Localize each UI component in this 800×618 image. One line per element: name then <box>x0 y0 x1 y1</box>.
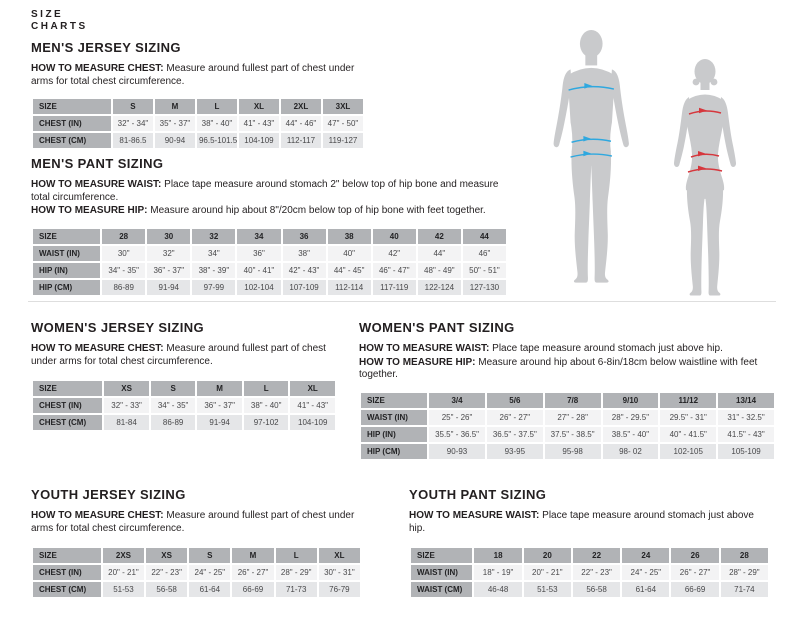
data-cell: 38" - 40" <box>244 398 289 413</box>
measure-label: HOW TO MEASURE WAIST: <box>409 510 540 521</box>
column-header-cell: S <box>113 99 153 114</box>
measure-line: HOW TO MEASURE HIP: Measure around hip about 8"/20cm below top of hip bone with feet together. <box>31 205 486 216</box>
data-cell: 35" - 37" <box>155 116 195 131</box>
row-label-cell: CHEST (IN) <box>33 116 111 131</box>
measure-label: HOW TO MEASURE CHEST: <box>31 343 164 354</box>
womens-jersey-table <box>31 379 337 432</box>
mens-jersey-section <box>31 40 365 150</box>
column-header-cell: 36 <box>283 229 326 244</box>
data-cell: 97-99 <box>192 280 235 295</box>
data-cell: 71-74 <box>721 582 768 597</box>
size-header-cell: SIZE <box>361 393 427 408</box>
data-cell: 61-64 <box>622 582 669 597</box>
data-cell: 40" <box>328 246 371 261</box>
data-cell: 91-94 <box>147 280 190 295</box>
table-row <box>33 415 335 430</box>
data-cell: 34" - 35" <box>151 398 196 413</box>
data-cell: 51-53 <box>524 582 571 597</box>
header-row <box>33 229 506 244</box>
data-cell: 18" - 19" <box>474 565 521 580</box>
header-row <box>33 548 360 563</box>
row-label-cell: CHEST (CM) <box>33 582 101 597</box>
column-header-cell: 2XS <box>103 548 144 563</box>
measure-instructions <box>31 343 337 370</box>
data-cell: 51-53 <box>103 582 144 597</box>
data-cell: 61-64 <box>189 582 230 597</box>
table-row <box>361 410 774 425</box>
data-cell: 37.5" - 38.5" <box>545 427 601 442</box>
data-cell: 41" - 43" <box>239 116 279 131</box>
data-cell: 117-119 <box>373 280 416 295</box>
measure-line: HOW TO MEASURE WAIST: Place tape measure around stomach just above hip. <box>359 343 723 354</box>
data-cell: 20" - 21" <box>524 565 571 580</box>
measure-instructions <box>31 63 365 88</box>
measure-label: HOW TO MEASURE CHEST: <box>31 510 164 521</box>
row-label-cell: CHEST (CM) <box>33 415 102 430</box>
section-divider <box>28 301 776 302</box>
table-row <box>33 582 360 597</box>
data-cell: 32" - 33" <box>104 398 149 413</box>
data-cell: 66-69 <box>671 582 718 597</box>
row-label-cell: WAIST (IN) <box>411 565 472 580</box>
data-cell: 22" - 23" <box>146 565 187 580</box>
data-cell: 22" - 23" <box>573 565 620 580</box>
data-cell: 95-98 <box>545 444 601 459</box>
data-cell: 40" - 41" <box>237 263 280 278</box>
data-cell: 44" - 45" <box>328 263 371 278</box>
column-header-cell: S <box>151 381 196 396</box>
table-row <box>361 427 774 442</box>
measure-label: HOW TO MEASURE CHEST: <box>31 63 164 74</box>
data-cell: 44" - 46" <box>281 116 321 131</box>
column-header-cell: 2XL <box>281 99 321 114</box>
brand-line2: CHARTS <box>31 21 88 32</box>
data-cell: 104-109 <box>239 133 279 148</box>
column-header-cell: 28 <box>102 229 145 244</box>
female-silhouette-icon <box>674 59 736 296</box>
data-cell: 30" - 31" <box>319 565 360 580</box>
column-header-cell: 28 <box>721 548 768 563</box>
data-cell: 38" <box>283 246 326 261</box>
measure-line: HOW TO MEASURE CHEST: Measure around fullest part of chest under arms for total chest circumference. <box>31 63 355 87</box>
data-cell: 40" - 41.5" <box>660 427 716 442</box>
measurement-figures <box>528 26 778 298</box>
table-row <box>33 116 363 131</box>
column-header-cell: L <box>276 548 317 563</box>
section-title-womens-pant: WOMEN'S PANT SIZING <box>359 320 515 335</box>
measure-instructions <box>31 510 362 537</box>
column-header-cell: M <box>155 99 195 114</box>
data-cell: 42" - 43" <box>283 263 326 278</box>
size-header-cell: SIZE <box>411 548 472 563</box>
brand-logo <box>31 9 88 33</box>
header-row <box>361 393 774 408</box>
column-header-cell: 5/6 <box>487 393 543 408</box>
measure-instructions <box>31 179 508 218</box>
data-cell: 66-69 <box>232 582 273 597</box>
measure-instructions <box>359 343 776 382</box>
measure-line: HOW TO MEASURE CHEST: Measure around fullest part of chest under arms for total chest circumference. <box>31 510 355 534</box>
mens-pant-table <box>31 227 508 297</box>
column-header-cell: M <box>197 381 242 396</box>
row-label-cell: WAIST (CM) <box>411 582 472 597</box>
data-cell: 96.5-101.5 <box>197 133 237 148</box>
data-cell: 81-86.5 <box>113 133 153 148</box>
data-cell: 90-93 <box>429 444 485 459</box>
row-label-cell: HIP (CM) <box>361 444 427 459</box>
womens-pant-section <box>359 320 776 461</box>
data-cell: 112-117 <box>281 133 321 148</box>
data-cell: 71-73 <box>276 582 317 597</box>
data-cell: 46" - 47" <box>373 263 416 278</box>
data-cell: 28" - 29" <box>721 565 768 580</box>
row-label-cell: HIP (CM) <box>33 280 100 295</box>
column-header-cell: 44 <box>463 229 506 244</box>
column-header-cell: 32 <box>192 229 235 244</box>
data-cell: 36" - 37" <box>147 263 190 278</box>
youth-jersey-table <box>31 546 362 599</box>
data-cell: 41.5" - 43" <box>718 427 774 442</box>
mens-pant-section <box>31 156 508 297</box>
womens-pant-table <box>359 391 776 461</box>
size-header-cell: SIZE <box>33 381 102 396</box>
data-cell: 28" - 29.5" <box>603 410 659 425</box>
data-cell: 56-58 <box>573 582 620 597</box>
data-cell: 38" - 39" <box>192 263 235 278</box>
table-row <box>33 246 506 261</box>
column-header-cell: S <box>189 548 230 563</box>
column-header-cell: M <box>232 548 273 563</box>
row-label-cell: CHEST (CM) <box>33 133 111 148</box>
table-row <box>361 444 774 459</box>
table-row <box>33 263 506 278</box>
mens-jersey-table <box>31 97 365 150</box>
data-cell: 47" - 50" <box>323 116 363 131</box>
row-label-cell: WAIST (IN) <box>361 410 427 425</box>
row-label-cell: CHEST (IN) <box>33 398 102 413</box>
data-cell: 31" - 32.5" <box>718 410 774 425</box>
data-cell: 48" - 49" <box>418 263 461 278</box>
column-header-cell: 26 <box>671 548 718 563</box>
data-cell: 24" - 25" <box>189 565 230 580</box>
data-cell: 36" <box>237 246 280 261</box>
section-title-mens-pant: MEN'S PANT SIZING <box>31 156 164 171</box>
section-title-mens-jersey: MEN'S JERSEY SIZING <box>31 40 181 55</box>
column-header-cell: 18 <box>474 548 521 563</box>
column-header-cell: 34 <box>237 229 280 244</box>
data-cell: 26" - 27" <box>487 410 543 425</box>
column-header-cell: 7/8 <box>545 393 601 408</box>
data-cell: 50" - 51" <box>463 263 506 278</box>
youth-pant-section <box>409 487 770 599</box>
column-header-cell: XL <box>319 548 360 563</box>
data-cell: 41" - 43" <box>290 398 335 413</box>
data-cell: 42" <box>373 246 416 261</box>
header-row <box>33 381 335 396</box>
data-cell: 46-48 <box>474 582 521 597</box>
data-cell: 26" - 27" <box>671 565 718 580</box>
data-cell: 34" - 35" <box>102 263 145 278</box>
data-cell: 91-94 <box>197 415 242 430</box>
column-header-cell: 30 <box>147 229 190 244</box>
table-row <box>411 565 768 580</box>
data-cell: 86-89 <box>102 280 145 295</box>
data-cell: 36" - 37" <box>197 398 242 413</box>
womens-jersey-section <box>31 320 337 432</box>
column-header-cell: 3XL <box>323 99 363 114</box>
data-cell: 46" <box>463 246 506 261</box>
table-row <box>33 133 363 148</box>
table-row <box>33 398 335 413</box>
data-cell: 24" - 25" <box>622 565 669 580</box>
measure-line: HOW TO MEASURE WAIST: Place tape measure around stomach just above hip. <box>409 510 754 534</box>
youth-jersey-section <box>31 487 362 599</box>
data-cell: 90-94 <box>155 133 195 148</box>
data-cell: 38" - 40" <box>197 116 237 131</box>
measure-label: HOW TO MEASURE HIP: <box>31 205 148 216</box>
data-cell: 32" <box>147 246 190 261</box>
section-title-youth-jersey: YOUTH JERSEY SIZING <box>31 487 186 502</box>
measure-instructions <box>409 510 770 537</box>
column-header-cell: 9/10 <box>603 393 659 408</box>
data-cell: 35.5" - 36.5" <box>429 427 485 442</box>
column-header-cell: XL <box>290 381 335 396</box>
column-header-cell: XL <box>239 99 279 114</box>
data-cell: 32" - 34" <box>113 116 153 131</box>
column-header-cell: XS <box>104 381 149 396</box>
row-label-cell: WAIST (IN) <box>33 246 100 261</box>
data-cell: 25" - 26" <box>429 410 485 425</box>
column-header-cell: 3/4 <box>429 393 485 408</box>
column-header-cell: 42 <box>418 229 461 244</box>
data-cell: 112-114 <box>328 280 371 295</box>
measure-label: HOW TO MEASURE HIP: <box>359 356 476 368</box>
data-cell: 104-109 <box>290 415 335 430</box>
section-title-womens-jersey: WOMEN'S JERSEY SIZING <box>31 320 205 335</box>
column-header-cell: 22 <box>573 548 620 563</box>
data-cell: 102-105 <box>660 444 716 459</box>
measure-line: HOW TO MEASURE HIP: Measure around hip about 6-8in/18cm below waistline with feet together. <box>359 356 758 380</box>
data-cell: 98- 02 <box>603 444 659 459</box>
data-cell: 34" <box>192 246 235 261</box>
data-cell: 107-109 <box>283 280 326 295</box>
youth-pant-table <box>409 546 770 599</box>
data-cell: 76-79 <box>319 582 360 597</box>
data-cell: 105-109 <box>718 444 774 459</box>
size-header-cell: SIZE <box>33 548 101 563</box>
column-header-cell: 40 <box>373 229 416 244</box>
table-row <box>411 582 768 597</box>
data-cell: 86-89 <box>151 415 196 430</box>
size-header-cell: SIZE <box>33 229 100 244</box>
column-header-cell: XS <box>146 548 187 563</box>
column-header-cell: 11/12 <box>660 393 716 408</box>
row-label-cell: HIP (IN) <box>33 263 100 278</box>
data-cell: 56-58 <box>146 582 187 597</box>
data-cell: 38.5" - 40" <box>603 427 659 442</box>
header-row <box>33 99 363 114</box>
data-cell: 36.5" - 37.5" <box>487 427 543 442</box>
data-cell: 93-95 <box>487 444 543 459</box>
header-row <box>411 548 768 563</box>
brand-line1: SIZE <box>31 9 64 20</box>
column-header-cell: L <box>197 99 237 114</box>
data-cell: 119-127 <box>323 133 363 148</box>
measure-line: HOW TO MEASURE WAIST: Place tape measure around stomach 2" below top of hip bone and measure total circumference. <box>31 179 499 203</box>
column-header-cell: 13/14 <box>718 393 774 408</box>
data-cell: 102-104 <box>237 280 280 295</box>
row-label-cell: HIP (IN) <box>361 427 427 442</box>
table-row <box>33 565 360 580</box>
column-header-cell: 38 <box>328 229 371 244</box>
data-cell: 127-130 <box>463 280 506 295</box>
row-label-cell: CHEST (IN) <box>33 565 101 580</box>
data-cell: 20" - 21" <box>103 565 144 580</box>
data-cell: 26" - 27" <box>232 565 273 580</box>
table-row <box>33 280 506 295</box>
column-header-cell: 20 <box>524 548 571 563</box>
data-cell: 29.5" - 31" <box>660 410 716 425</box>
size-header-cell: SIZE <box>33 99 111 114</box>
data-cell: 28" - 29" <box>276 565 317 580</box>
data-cell: 27" - 28" <box>545 410 601 425</box>
measure-label: HOW TO MEASURE WAIST: <box>31 179 162 190</box>
data-cell: 30" <box>102 246 145 261</box>
data-cell: 44" <box>418 246 461 261</box>
data-cell: 81-84 <box>104 415 149 430</box>
column-header-cell: L <box>244 381 289 396</box>
measure-label: HOW TO MEASURE WAIST: <box>359 343 490 354</box>
male-silhouette-icon <box>554 30 629 283</box>
data-cell: 122-124 <box>418 280 461 295</box>
measure-line: HOW TO MEASURE CHEST: Measure around fullest part of chest under arms for total chest circumference. <box>31 343 326 367</box>
column-header-cell: 24 <box>622 548 669 563</box>
data-cell: 97-102 <box>244 415 289 430</box>
section-title-youth-pant: YOUTH PANT SIZING <box>409 487 547 502</box>
